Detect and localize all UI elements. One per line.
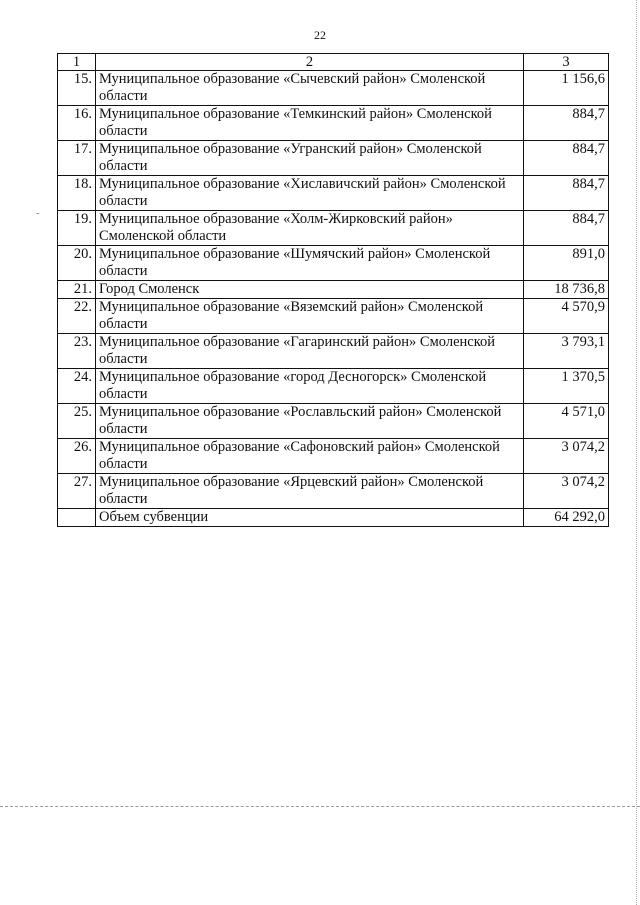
page-divider-line [0,806,640,807]
row-number: 21. [58,281,96,299]
subvention-table [57,53,609,527]
table-row [58,334,609,369]
row-value: 3 793,1 [524,334,609,369]
row-name: Муниципальное образование «Угранский район» Смоленской области [96,141,524,176]
total-value: 64 292,0 [524,509,609,527]
row-number: 22. [58,299,96,334]
total-number-cell [58,509,96,527]
scan-edge-line [636,0,637,905]
row-name: Муниципальное образование «Холм-Жирковский район» Смоленской области [96,211,524,246]
row-value: 884,7 [524,106,609,141]
table-row [58,281,609,299]
row-name: Муниципальное образование «Сычевский район» Смоленской области [96,71,524,106]
row-name: Муниципальное образование «Рославльский район» Смоленской области [96,404,524,439]
row-value: 884,7 [524,176,609,211]
row-number: 26. [58,439,96,474]
row-number: 23. [58,334,96,369]
row-number: 16. [58,106,96,141]
table-row [58,299,609,334]
header-cell-number: 1 [58,54,96,71]
table-row [58,404,609,439]
row-value: 1 370,5 [524,369,609,404]
row-number: 24. [58,369,96,404]
row-number: 27. [58,474,96,509]
total-label: Объем субвенции [96,509,524,527]
table-row [58,71,609,106]
row-number: 20. [58,246,96,281]
row-name: Муниципальное образование «Гагаринский район» Смоленской области [96,334,524,369]
table-row [58,439,609,474]
table-row [58,211,609,246]
table-row [58,246,609,281]
margin-mark: ˜ [36,212,40,223]
row-name: Муниципальное образование «Ярцевский район» Смоленской области [96,474,524,509]
row-value: 3 074,2 [524,474,609,509]
row-value: 3 074,2 [524,439,609,474]
row-name: Муниципальное образование «город Десногорск» Смоленской области [96,369,524,404]
row-name: Муниципальное образование «Хиславичский район» Смоленской области [96,176,524,211]
row-name: Муниципальное образование «Вяземский район» Смоленской области [96,299,524,334]
page-number: 22 [314,28,326,42]
row-name: Муниципальное образование «Шумячский район» Смоленской области [96,246,524,281]
row-number: 18. [58,176,96,211]
row-value: 4 571,0 [524,404,609,439]
row-name: Муниципальное образование «Темкинский район» Смоленской области [96,106,524,141]
table-row [58,474,609,509]
row-name: Муниципальное образование «Сафоновский район» Смоленской области [96,439,524,474]
table-row [58,369,609,404]
header-cell-value: 3 [524,54,609,71]
row-value: 1 156,6 [524,71,609,106]
row-number: 19. [58,211,96,246]
row-number: 17. [58,141,96,176]
row-value: 884,7 [524,211,609,246]
row-value: 891,0 [524,246,609,281]
row-value: 884,7 [524,141,609,176]
row-value: 18 736,8 [524,281,609,299]
row-name: Город Смоленск [96,281,524,299]
table-header-row [58,54,609,71]
row-number: 15. [58,71,96,106]
table-total-row [58,509,609,527]
row-value: 4 570,9 [524,299,609,334]
header-cell-name: 2 [96,54,524,71]
table-row [58,176,609,211]
table-row [58,106,609,141]
table-row [58,141,609,176]
row-number: 25. [58,404,96,439]
